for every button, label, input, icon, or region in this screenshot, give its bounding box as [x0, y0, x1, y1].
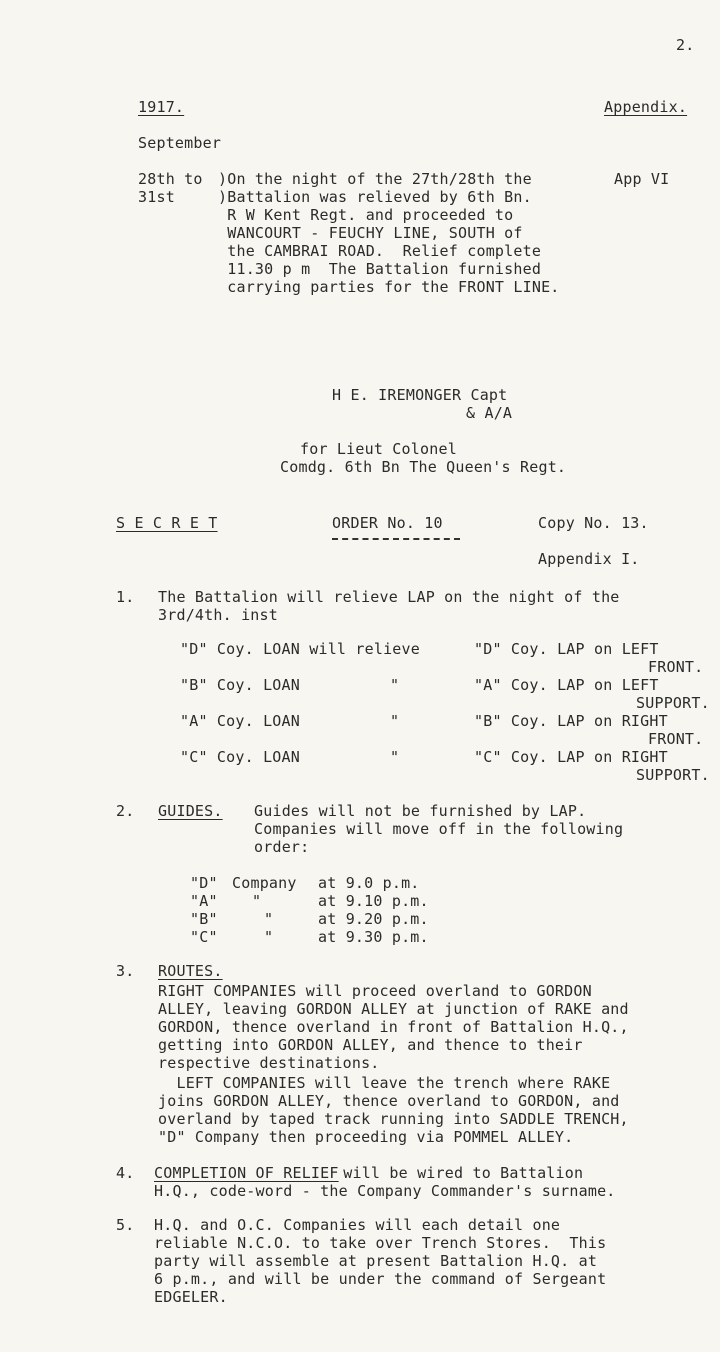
para-4-heading: COMPLETION OF RELIEF [154, 1164, 339, 1182]
schedule-4-coy: "C" [190, 928, 218, 946]
para-3-line-1: RIGHT COMPANIES will proceed overland to GORDON [158, 982, 592, 1000]
para-5-number: 5. [116, 1216, 135, 1234]
schedule-1-time: at 9.0 p.m. [318, 874, 420, 892]
schedule-4-time: at 9.30 p.m. [318, 928, 429, 946]
para-3-line-9: "D" Company then proceeding via POMMEL ALLEY. [158, 1128, 574, 1146]
diary-line-2: )Battalion was relieved by 6th Bn. [218, 188, 532, 206]
secret-heading: S E C R E T [116, 514, 218, 532]
para-3-line-7: joins GORDON ALLEY, thence overland to GORDON, and [158, 1092, 620, 1110]
para-5-line-4: 6 p.m., and will be under the command of Sergeant [154, 1270, 607, 1288]
appendix-heading: Appendix. [604, 98, 688, 116]
para-3-line-3: GORDON, thence overland in front of Battalion H.Q., [158, 1018, 629, 1036]
para-3-line-5: respective destinations. [158, 1054, 380, 1072]
relief-row-4-left: "C" Coy. LOAN [180, 748, 300, 766]
para-3-line-2: ALLEY, leaving GORDON ALLEY at junction of RAKE and [158, 1000, 629, 1018]
copy-number: Copy No. 13. [538, 514, 649, 532]
para-2-line-1: Guides will not be furnished by LAP. [254, 802, 587, 820]
schedule-4-mid: " [264, 928, 274, 946]
signature-comdg-line: Comdg. 6th Bn The Queen's Regt. [280, 458, 567, 476]
relief-row-4-right: "C" Coy. LAP on RIGHT [474, 748, 668, 766]
para-5-line-2: reliable N.C.O. to take over Trench Stores. This [154, 1234, 607, 1252]
order-appendix: Appendix I. [538, 550, 640, 568]
diary-month: September [138, 134, 222, 152]
schedule-3-mid: " [264, 910, 274, 928]
para-2-number: 2. [116, 802, 135, 820]
para-5-line-3: party will assemble at present Battalion H.Q. at [154, 1252, 598, 1270]
para-4-line-2: H.Q., code-word - the Company Commander's surname. [154, 1182, 616, 1200]
diary-date-2: 31st [138, 188, 175, 206]
relief-row-3-ditto: " [390, 712, 400, 730]
para-2-line-2: Companies will move off in the following [254, 820, 624, 838]
schedule-3-coy: "B" [190, 910, 218, 928]
para-5-line-1: H.Q. and O.C. Companies will each detail one [154, 1216, 561, 1234]
relief-row-1-cont: FRONT. [648, 658, 704, 676]
diary-line-4: WANCOURT - FEUCHY LINE, SOUTH of [218, 224, 523, 242]
signature-name: H E. IREMONGER Capt [332, 386, 508, 404]
relief-row-3-right: "B" Coy. LAP on RIGHT [474, 712, 668, 730]
diary-line-6: 11.30 p m The Battalion furnished [218, 260, 542, 278]
relief-row-2-left: "B" Coy. LOAN [180, 676, 300, 694]
relief-row-1-right: "D" Coy. LAP on LEFT [474, 640, 659, 658]
diary-date-1: 28th to [138, 170, 203, 188]
para-2-heading: GUIDES. [158, 802, 223, 820]
para-4-line-1-rest: will be wired to Battalion [334, 1164, 584, 1182]
schedule-2-time: at 9.10 p.m. [318, 892, 429, 910]
relief-row-4-cont: SUPPORT. [636, 766, 710, 784]
year-heading: 1917. [138, 98, 185, 116]
page-number: 2. [676, 36, 695, 54]
para-3-line-8: overland by taped track running into SADDLE TRENCH, [158, 1110, 629, 1128]
schedule-1-mid: Company [232, 874, 297, 892]
signature-for-line: for Lieut Colonel [300, 440, 457, 458]
order-title-dashes [332, 538, 460, 540]
para-1-line-1: The Battalion will relieve LAP on the night of the [158, 588, 620, 606]
diary-line-7: carrying parties for the FRONT LINE. [218, 278, 560, 296]
para-5-line-5: EDGELER. [154, 1288, 228, 1306]
para-1-line-2: 3rd/4th. inst [158, 606, 278, 624]
schedule-2-mid: " [252, 892, 262, 910]
para-2-line-3: order: [254, 838, 310, 856]
signature-rank: & A/A [466, 404, 513, 422]
schedule-3-time: at 9.20 p.m. [318, 910, 429, 928]
diary-line-5: the CAMBRAI ROAD. Relief complete [218, 242, 542, 260]
relief-row-3-left: "A" Coy. LOAN [180, 712, 300, 730]
diary-line-3: R W Kent Regt. and proceeded to [218, 206, 514, 224]
para-3-heading: ROUTES. [158, 962, 223, 980]
relief-row-4-ditto: " [390, 748, 400, 766]
relief-row-2-cont: SUPPORT. [636, 694, 710, 712]
diary-appendix-ref: App VI [614, 170, 670, 188]
relief-row-3-cont: FRONT. [648, 730, 704, 748]
order-title: ORDER No. 10 [332, 514, 443, 532]
schedule-2-coy: "A" [190, 892, 218, 910]
diary-line-1: )On the night of the 27th/28th the [218, 170, 532, 188]
para-3-number: 3. [116, 962, 135, 980]
para-3-line-6: LEFT COMPANIES will leave the trench where RAKE [158, 1074, 611, 1092]
para-4-number: 4. [116, 1164, 135, 1182]
relief-row-2-ditto: " [390, 676, 400, 694]
relief-row-2-right: "A" Coy. LAP on LEFT [474, 676, 659, 694]
para-1-number: 1. [116, 588, 135, 606]
schedule-1-coy: "D" [190, 874, 218, 892]
relief-row-1-left: "D" Coy. LOAN will relieve [180, 640, 420, 658]
para-3-line-4: getting into GORDON ALLEY, and thence to their [158, 1036, 583, 1054]
